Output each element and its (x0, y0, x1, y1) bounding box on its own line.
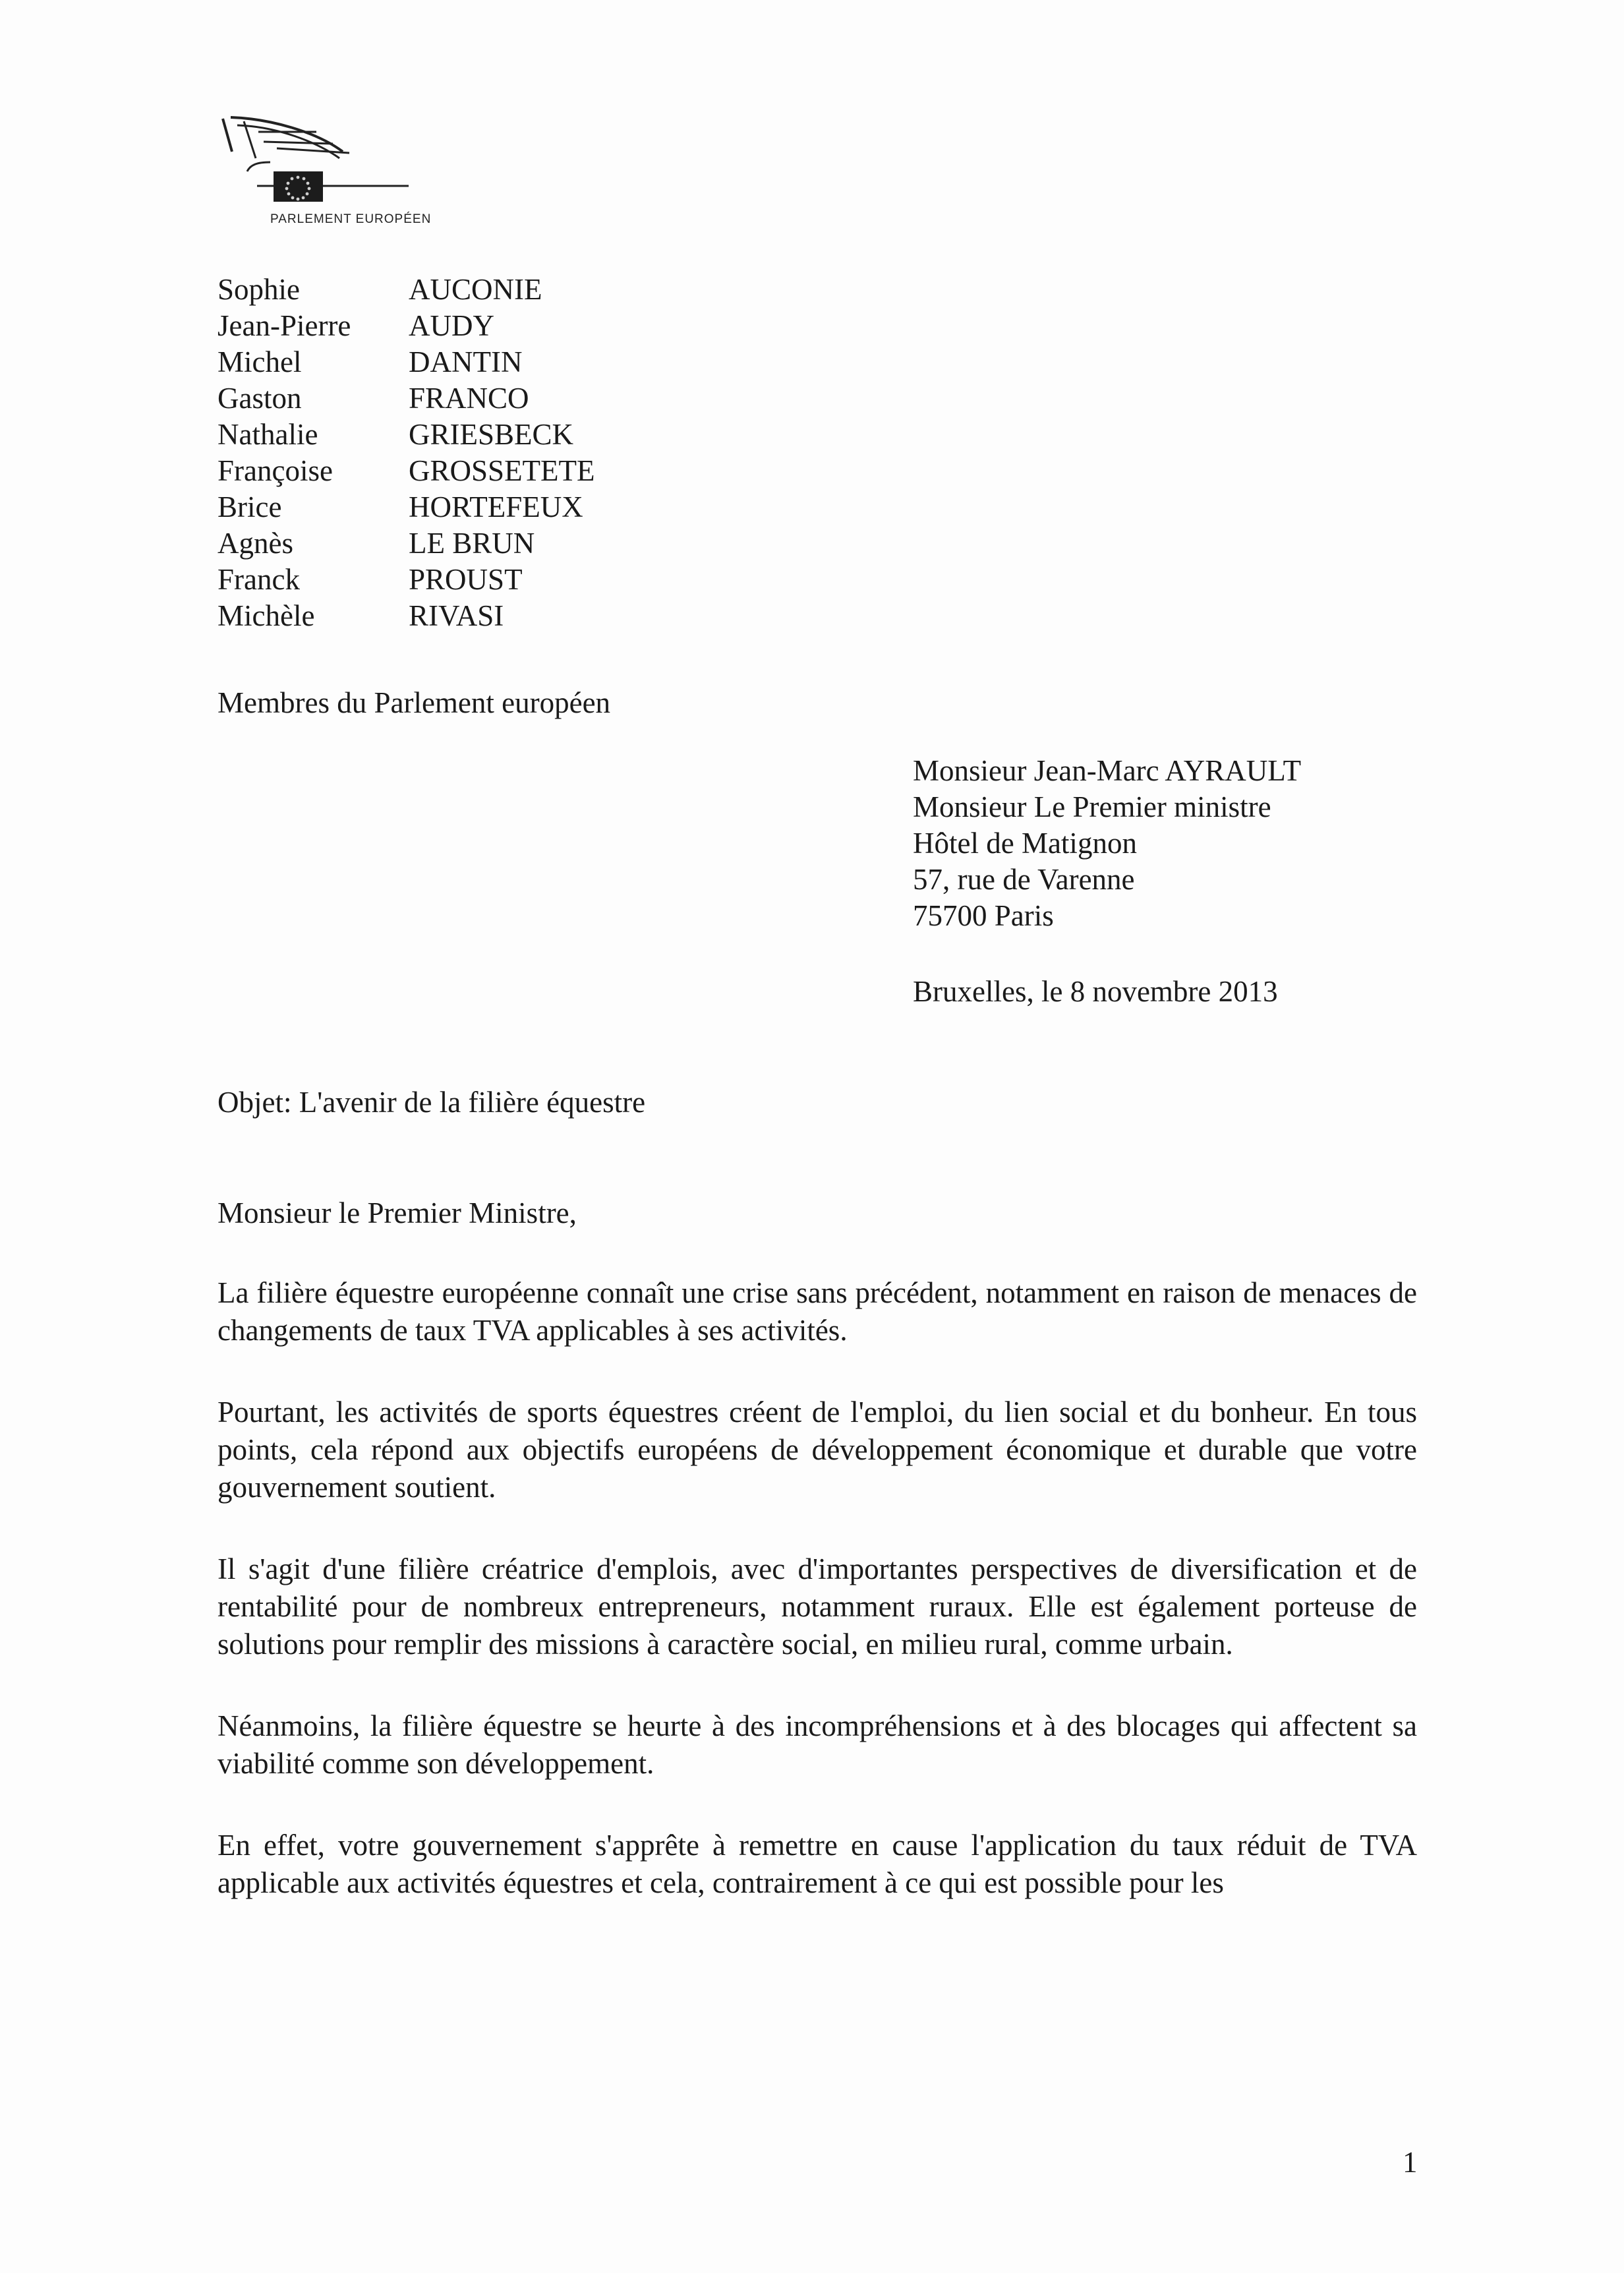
signatory-last-name: AUDY (409, 309, 494, 342)
recipient-line: Monsieur Le Premier ministre (913, 790, 1271, 823)
body-paragraph: En effet, votre gouvernement s'apprête à remettre en cause l'application du taux réduit de TVA applicable aux activités équestres et cela, contrairement à ce qui est possible pour les (218, 1829, 1417, 1899)
signatory-last-name: PROUST (409, 563, 523, 596)
signatory-last-name: RIVASI (409, 599, 504, 632)
signatory-first-name: Gaston (218, 382, 302, 415)
signatory-last-name: GROSSETETE (409, 454, 595, 487)
letter-subject: Objet: L'avenir de la filière équestre (218, 1086, 646, 1119)
signatory-last-name: HORTEFEUX (409, 490, 583, 523)
letter-body (218, 1274, 1417, 1946)
signatory-first-name: Michel (218, 345, 302, 378)
signatory-first-name: Sophie (218, 273, 301, 306)
signatory-last-name: DANTIN (409, 345, 523, 378)
recipient-address (913, 753, 1301, 934)
members-label: Membres du Parlement européen (218, 686, 611, 719)
signatory-first-name: Françoise (218, 454, 333, 487)
signatory-last-name: GRIESBECK (409, 418, 574, 451)
recipient-line: 57, rue de Varenne (913, 863, 1135, 896)
letter-date: Bruxelles, le 8 novembre 2013 (913, 975, 1278, 1008)
signatory-first-name: Michèle (218, 599, 315, 632)
body-paragraph: Néanmoins, la filière équestre se heurte à des incompréhensions et à des blocages qui affectent sa viabilité comme son développement. (218, 1709, 1417, 1780)
signatory-first-name: Franck (218, 563, 300, 596)
recipient-line: Monsieur Jean-Marc AYRAULT (913, 754, 1302, 787)
logo-label: PARLEMENT EUROPÉEN (270, 212, 432, 226)
page-number: 1 (1403, 2146, 1418, 2179)
parliament-logo (218, 112, 432, 237)
signatory-first-name: Brice (218, 490, 282, 523)
recipient-line: Hôtel de Matignon (913, 827, 1137, 860)
signatory-first-name: Nathalie (218, 418, 318, 451)
signatory-first-name: Agnès (218, 527, 293, 560)
signatory-last-name: LE BRUN (409, 527, 535, 560)
signatory-first-name: Jean-Pierre (218, 309, 351, 342)
salutation: Monsieur le Premier Ministre, (218, 1196, 577, 1229)
signatory-last-name: AUCONIE (409, 273, 542, 306)
signatory-last-name: FRANCO (409, 382, 529, 415)
body-paragraph: Il s'agit d'une filière créatrice d'emplois, avec d'importantes perspectives de diversification et de rentabilité pour de nombreux entrepreneurs, notamment ruraux. Elle est également porteuse de solutions pour remplir des missions à caractère social, en milieu rural, comme urbain. (218, 1552, 1417, 1661)
body-paragraph: Pourtant, les activités de sports équestres créent de l'emploi, du lien social et du bonheur. En tous points, cela répond aux objectifs européens de développement économique et durable que votre gouvernement soutient. (218, 1396, 1417, 1504)
recipient-line: 75700 Paris (913, 899, 1054, 932)
body-paragraph: La filière équestre européenne connaît une crise sans précédent, notamment en raison de menaces de changements de taux TVA applicables à ses activités. (218, 1276, 1417, 1347)
european-parliament-logo-icon (218, 112, 415, 211)
